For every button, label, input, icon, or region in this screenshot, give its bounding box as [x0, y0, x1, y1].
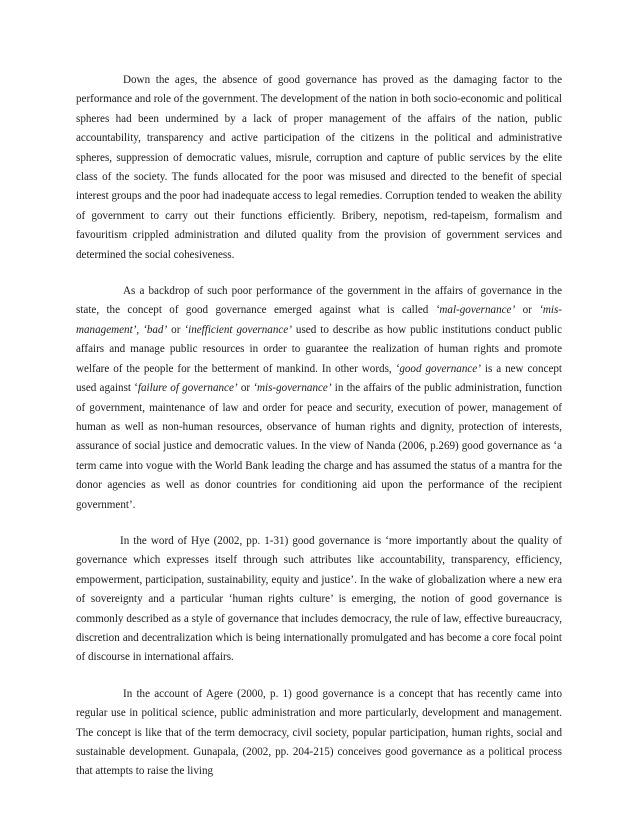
text-run: or [167, 323, 185, 336]
text-run: Down the ages, the absence of good governance has proved as the damaging factor to the performance and role of the government. The development of the nation in both socio-economic and political spheres had been undermined by a lack of proper management of the affairs of the nation, public accountability, transparency and active participation of the citizens in the political and administrative spheres, suppression of democratic values, misrule, corruption and capture of public services by the elite class of the society. The funds allocated for the poor was misused and directed to the benefit of special interest groups and the poor had inadequate access to legal remedies. Corruption tended to weaken the ability of government to carry out their functions efficiently. Bribery, nepotism, red-tapeism, formalism and favouritism crippled administration and diluted quality from the provision of government services and determined the social cohesiveness. [76, 74, 562, 261]
paragraph-4 [76, 685, 562, 782]
text-run: In the word of Hye (2002, pp. 1-31) good governance is ‘more importantly about the quality of governance which expresses itself through such attributes like accountability, transparency, efficiency, empowerment, participation, sustainability, equity and justice’. In the wake of globalization where a new era of sovereignty and a particular ‘human rights culture’ is emerging, the notion of good governance is commonly described as a style of governance that includes democracy, the rule of law, effective bureaucracy, discretion and decentralization which is being internationally promulgated and has become a core focal point of discourse in international affairs. [76, 534, 562, 664]
italic-term: ‘inefficient governance’ [184, 323, 292, 336]
paragraph-3 [76, 532, 562, 668]
paragraph-2 [76, 282, 562, 515]
text-run: is a new concept used against ‘ [76, 362, 562, 395]
text-run: In the account of Agere (2000, p. 1) good governance is a concept that has recently came into regular use in political science, public administration and more particularly, development and management. The concept is like that of the term democracy, civil society, popular participation, human rights, social and sustainable development. Gunapala, (2002, pp. 204-215) conceives good governance as a political process that attempts to raise the living [76, 687, 562, 778]
text-run: in the affairs of the public administration, function of government, maintenance of law and order for peace and security, execution of power, management of human as well as non-human resources, observance of human rights and dignity, protection of interests, assurance of social justice and democratic values. In the view of Nanda (2006, p.269) good governance as ‘a term came into vogue with the World Bank leading the charge and has assumed the status of a mantra for the donor agencies as well as donor countries for conditioning aid upon the performance of the recipient government’. [76, 382, 562, 511]
italic-term: ‘mis-management’, ‘bad’ [76, 304, 562, 336]
paragraph-1 [76, 71, 562, 265]
text-run: or [515, 304, 540, 317]
italic-term: ‘good governance’ [395, 362, 481, 375]
italic-term: failure of governance’ [137, 382, 238, 395]
text-run: used to describe as how public institutions conduct public affairs and manage public resources in order to guarantee the realization of human rights and promote welfare of the people for the betterment of mankind. In other words, [76, 323, 563, 375]
italic-term: ‘mal-governance’ [435, 304, 516, 317]
italic-term: ‘mis-governance’ [253, 382, 332, 395]
text-run: As a backdrop of such poor performance of the government in the affairs of governance in the state, the concept of good governance emerged against what is called [76, 285, 562, 317]
document-page [76, 71, 562, 799]
text-run: or [237, 382, 254, 395]
